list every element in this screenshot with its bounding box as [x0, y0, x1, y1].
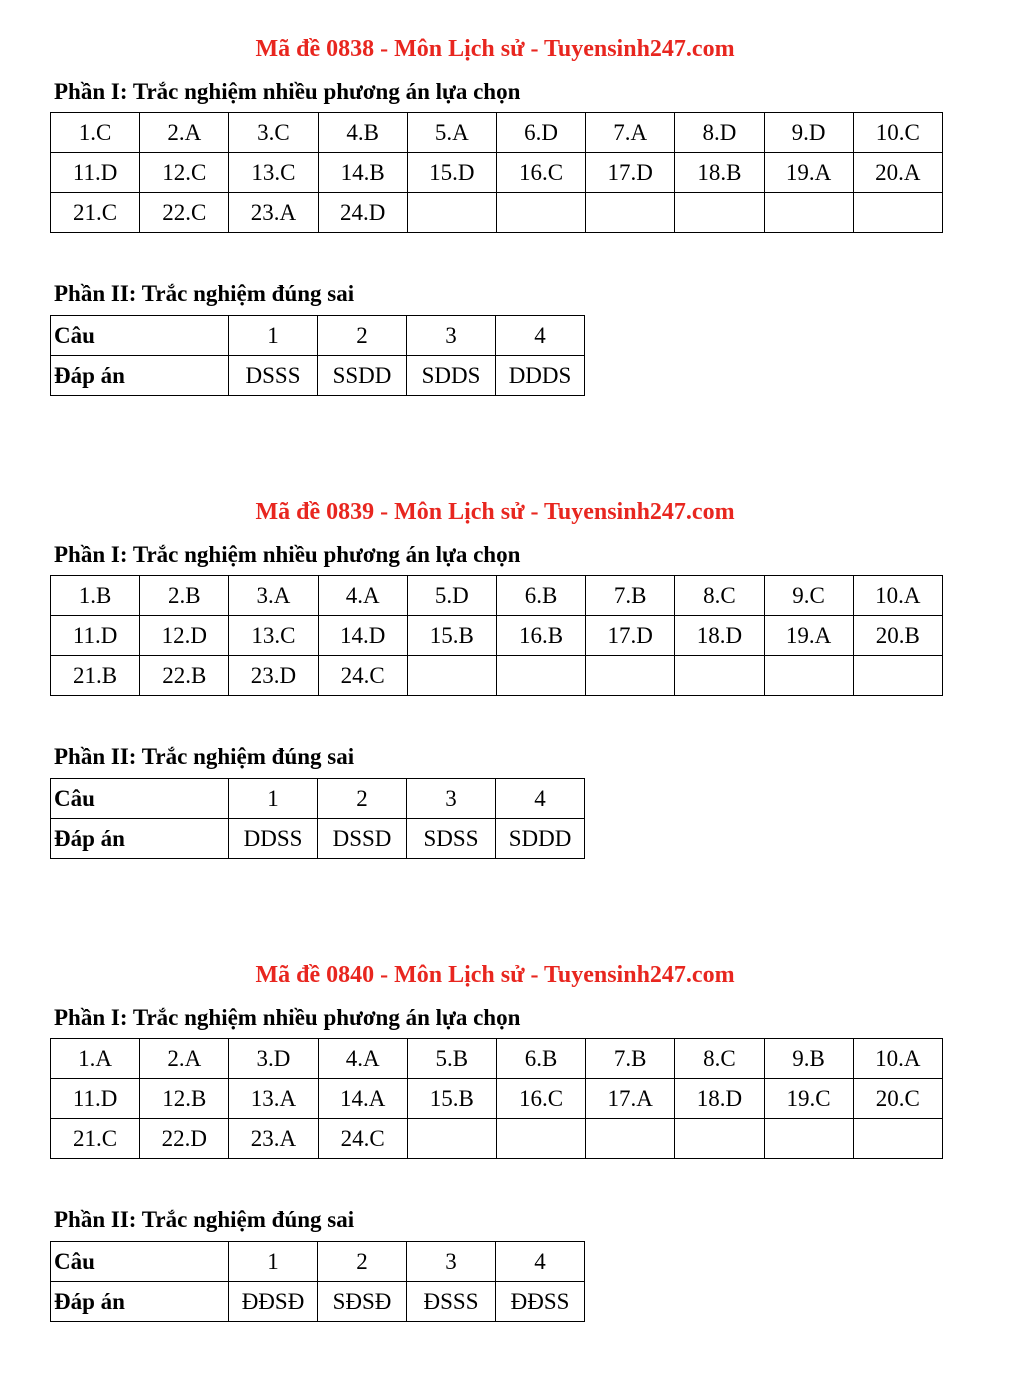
table-row [51, 113, 943, 153]
answer-cell: 6.B [496, 576, 585, 616]
table-row [51, 316, 585, 356]
table-row [51, 1119, 943, 1159]
question-number: 3 [407, 779, 496, 819]
answer-cell: 11.D [51, 616, 140, 656]
tf-answer: DSSS [229, 356, 318, 396]
table-row [51, 1282, 585, 1322]
exam-title: Mã đề 0839 - Môn Lịch sử - Tuyensinh247.com [255, 499, 735, 525]
answer-cell [675, 193, 764, 233]
part2-answer-table [50, 315, 585, 396]
question-number: 2 [318, 779, 407, 819]
question-number: 2 [318, 316, 407, 356]
answer-cell: 22.D [140, 1119, 229, 1159]
table-row [51, 153, 943, 193]
part1-answer-table [50, 1038, 943, 1159]
table-row [51, 819, 585, 859]
exam-title: Mã đề 0840 - Môn Lịch sử - Tuyensinh247.com [255, 962, 735, 988]
question-number: 4 [496, 1242, 585, 1282]
question-number: 4 [496, 316, 585, 356]
answer-cell: 9.D [764, 113, 853, 153]
tf-answer: DDDS [496, 356, 585, 396]
answer-cell: 22.B [140, 656, 229, 696]
part1-answer-table [50, 575, 943, 696]
answer-cell: 20.C [853, 1079, 942, 1119]
answer-cell: 4.B [318, 113, 407, 153]
answer-cell: 18.D [675, 1079, 764, 1119]
part2-title: Phần II: Trắc nghiệm đúng sai [54, 1207, 355, 1232]
answer-cell: 24.C [318, 656, 407, 696]
table-row [51, 356, 585, 396]
answer-cell: 3.D [229, 1039, 318, 1079]
answer-cell: 12.D [140, 616, 229, 656]
answer-cell [586, 656, 675, 696]
answer-cell: 13.A [229, 1079, 318, 1119]
answer-cell [764, 656, 853, 696]
answer-cell: 12.B [140, 1079, 229, 1119]
answer-cell: 24.C [318, 1119, 407, 1159]
answer-cell [853, 656, 942, 696]
answer-cell: 7.A [586, 113, 675, 153]
answer-cell: 13.C [229, 153, 318, 193]
answer-cell: 13.C [229, 616, 318, 656]
answer-cell: 4.A [318, 1039, 407, 1079]
table-row [51, 1039, 943, 1079]
part1-title: Phần I: Trắc nghiệm nhiều phương án lựa chọn [54, 1005, 521, 1030]
part2-title: Phần II: Trắc nghiệm đúng sai [54, 744, 355, 769]
answer-row-label: Đáp án [51, 819, 229, 859]
answer-cell [853, 1119, 942, 1159]
answer-cell: 14.A [318, 1079, 407, 1119]
answer-cell: 18.D [675, 616, 764, 656]
answer-cell: 21.C [51, 1119, 140, 1159]
tf-answer: SDSS [407, 819, 496, 859]
answer-cell: 10.C [853, 113, 942, 153]
answer-cell: 15.D [407, 153, 496, 193]
answer-cell: 5.B [407, 1039, 496, 1079]
answer-cell: 8.C [675, 576, 764, 616]
answer-cell: 3.A [229, 576, 318, 616]
part1-title: Phần I: Trắc nghiệm nhiều phương án lựa chọn [54, 542, 521, 567]
answer-cell: 8.D [675, 113, 764, 153]
tf-answer: DSSD [318, 819, 407, 859]
answer-cell [586, 1119, 675, 1159]
answer-cell: 16.C [496, 1079, 585, 1119]
answer-cell: 10.A [853, 1039, 942, 1079]
answer-cell: 5.D [407, 576, 496, 616]
answer-cell: 16.C [496, 153, 585, 193]
tf-answer: ĐSSS [407, 1282, 496, 1322]
answer-cell: 15.B [407, 1079, 496, 1119]
question-number: 1 [229, 1242, 318, 1282]
tf-answer: SDDS [407, 356, 496, 396]
answer-cell [853, 193, 942, 233]
question-header-label: Câu [51, 316, 229, 356]
question-number: 3 [407, 316, 496, 356]
answer-cell: 3.C [229, 113, 318, 153]
answer-cell: 23.A [229, 193, 318, 233]
answer-cell: 7.B [586, 576, 675, 616]
answer-cell: 24.D [318, 193, 407, 233]
answer-cell: 23.D [229, 656, 318, 696]
answer-cell [675, 656, 764, 696]
answer-row-label: Đáp án [51, 1282, 229, 1322]
answer-cell: 14.D [318, 616, 407, 656]
part2-answer-table [50, 778, 585, 859]
answer-cell: 17.A [586, 1079, 675, 1119]
answer-cell: 2.A [140, 1039, 229, 1079]
table-row [51, 616, 943, 656]
table-row [51, 779, 585, 819]
answer-cell [764, 1119, 853, 1159]
answer-cell: 1.B [51, 576, 140, 616]
table-row [51, 656, 943, 696]
answer-cell: 2.A [140, 113, 229, 153]
answer-cell: 9.B [764, 1039, 853, 1079]
question-number: 1 [229, 779, 318, 819]
answer-cell: 15.B [407, 616, 496, 656]
answer-cell: 23.A [229, 1119, 318, 1159]
tf-answer: ĐĐSS [496, 1282, 585, 1322]
answer-cell: 1.C [51, 113, 140, 153]
answer-cell: 12.C [140, 153, 229, 193]
answer-cell: 1.A [51, 1039, 140, 1079]
question-header-label: Câu [51, 1242, 229, 1282]
tf-answer: DDSS [229, 819, 318, 859]
answer-cell: 6.D [496, 113, 585, 153]
tf-answer: SDDD [496, 819, 585, 859]
answer-cell: 8.C [675, 1039, 764, 1079]
answer-cell: 21.B [51, 656, 140, 696]
answer-cell: 19.C [764, 1079, 853, 1119]
answer-cell [407, 1119, 496, 1159]
table-row [51, 576, 943, 616]
answer-cell: 19.A [764, 616, 853, 656]
answer-cell: 2.B [140, 576, 229, 616]
answer-cell: 5.A [407, 113, 496, 153]
answer-cell: 4.A [318, 576, 407, 616]
question-number: 3 [407, 1242, 496, 1282]
answer-cell: 17.D [586, 153, 675, 193]
answer-cell: 14.B [318, 153, 407, 193]
answer-cell: 17.D [586, 616, 675, 656]
answer-row-label: Đáp án [51, 356, 229, 396]
answer-cell: 11.D [51, 153, 140, 193]
answer-cell: 21.C [51, 193, 140, 233]
part2-title: Phần II: Trắc nghiệm đúng sai [54, 281, 355, 306]
tf-answer: ĐĐSĐ [229, 1282, 318, 1322]
answer-cell: 18.B [675, 153, 764, 193]
question-header-label: Câu [51, 779, 229, 819]
exam-title: Mã đề 0838 - Môn Lịch sử - Tuyensinh247.com [255, 36, 735, 62]
table-row [51, 1079, 943, 1119]
question-number: 1 [229, 316, 318, 356]
answer-cell [496, 1119, 585, 1159]
answer-cell: 11.D [51, 1079, 140, 1119]
answer-cell: 22.C [140, 193, 229, 233]
tf-answer: SSDD [318, 356, 407, 396]
tf-answer: SĐSĐ [318, 1282, 407, 1322]
answer-cell: 19.A [764, 153, 853, 193]
answer-cell: 6.B [496, 1039, 585, 1079]
part1-answer-table [50, 112, 943, 233]
question-number: 4 [496, 779, 585, 819]
answer-cell [407, 193, 496, 233]
answer-cell [496, 193, 585, 233]
answer-cell: 9.C [764, 576, 853, 616]
answer-cell [586, 193, 675, 233]
table-row [51, 1242, 585, 1282]
answer-cell [407, 656, 496, 696]
answer-cell: 16.B [496, 616, 585, 656]
answer-cell: 20.A [853, 153, 942, 193]
table-row [51, 193, 943, 233]
part2-answer-table [50, 1241, 585, 1322]
answer-cell: 7.B [586, 1039, 675, 1079]
question-number: 2 [318, 1242, 407, 1282]
answer-cell [675, 1119, 764, 1159]
part1-title: Phần I: Trắc nghiệm nhiều phương án lựa chọn [54, 79, 521, 104]
answer-cell [764, 193, 853, 233]
answer-cell [496, 656, 585, 696]
answer-cell: 10.A [853, 576, 942, 616]
answer-cell: 20.B [853, 616, 942, 656]
